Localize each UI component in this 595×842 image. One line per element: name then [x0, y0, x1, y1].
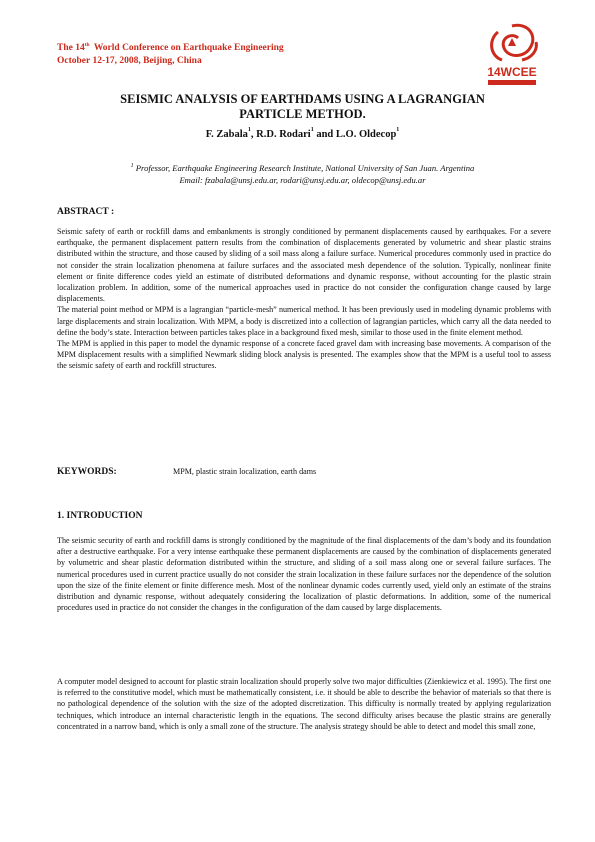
author-emails: Email: fzabala@unsj.edu.ar, rodari@unsj.edu.ar, oldecop@unsj.edu.ar	[179, 175, 426, 185]
conference-title-line	[57, 42, 284, 55]
conference-ordinal: th	[84, 42, 90, 48]
keywords-label: KEYWORDS:	[57, 467, 117, 477]
affil-sup: 1	[130, 163, 134, 169]
conference-name: World Conference on Earthquake Engineering	[93, 43, 284, 53]
author-zabala: F. Zabala	[205, 129, 248, 140]
author-sup: 1	[247, 127, 251, 133]
author-oldecop: and L.O. Oldecop	[313, 129, 397, 140]
conference-number: The 14	[57, 43, 85, 53]
abstract-body	[57, 226, 551, 372]
author-sup: 1	[396, 127, 400, 133]
wcee-logo	[478, 18, 546, 90]
intro-paragraph-2: A computer model designed to account for plastic strain localization should properly solve two major difficulties (Zienkiewicz et al. 1995). The first one is referred to the constitutive model, which must be mathematically consistent, i.e. it should be able to describe the behavior of materials so that there is no pathological dependence of the solution with the size of the adopted discretization. This difficulty is normally treated by applying regularization techniques, which introduce an internal characteristic length in the equations. The second difficulty arises because the plastic strains are generally concentrated in a narrow band, which is only a small zone of the structure. The analysis strategy should be able to detect and model this small zone,	[57, 677, 551, 731]
affiliation	[60, 162, 545, 186]
affiliation-line	[60, 162, 545, 174]
intro-paragraph-1: The seismic security of earth and rockfill dams is strongly conditioned by the magnitude of the final displacements of the dam’s body and its foundation after a destructive earthquake. For a very intense earthquake these permanent displacements are caused by the combination of displacements generated by volumetric and shear plastic deformation distributed within the structure, and sliding of a soil mass along one or several failure surfaces. The numerical procedures used in current practice usually do not consider the strain localization in these failure surfaces nor the dependence of the solution upon the size of the finite element or finite difference mesh. Most of the nonlinear dynamic codes currently used, yield only an estimate of the strains distribution and dynamic response, without adequately considering the localization of plastic deformations. In addition, some of the numerical procedures used in practice do not consider the changes in the configuration of the dam caused by large displacements.	[57, 536, 551, 613]
paper-title	[60, 92, 545, 122]
section-heading-introduction: 1. INTRODUCTION	[57, 511, 143, 521]
abstract-paragraph-2: The material point method or MPM is a lagrangian “particle-mesh” numerical method. It has been previously used in modeling dynamic problems with large displacements and strain localization. With MPM, a body is discretized into a collection of lagrangian particles, which carry all the data needed to define the body’s state. Interaction between particles takes place in a background fixed mesh, similar to those used in the finite element method.	[57, 305, 551, 337]
affiliation-text: Professor, Earthquake Engineering Research Institute, National University of San Juan. Argentina	[135, 163, 475, 173]
conference-header	[57, 42, 284, 68]
title-line-1: SEISMIC ANALYSIS OF EARTHDAMS USING A LAGRANGIAN	[120, 92, 485, 106]
title-line-2: PARTICLE METHOD.	[239, 107, 366, 121]
keywords-text: MPM, plastic strain localization, earth dams	[173, 467, 317, 476]
abstract-label: ABSTRACT :	[57, 207, 115, 217]
author-rodari: , R.D. Rodari	[250, 129, 311, 140]
author-sup: 1	[310, 127, 314, 133]
abstract-paragraph-1: Seismic safety of earth or rockfill dams and embankments is strongly conditioned by permanent displacements caused by earthquakes. For a severe earthquake, the permanent displacement pattern results from the combination of displacements generated by volumetric and shear plastic strains distributed within the structure, and those caused by sliding of a soil mass along a failure surface. Numerical procedures commonly used in practice do not consider the strain localization phenomena at failure surfaces and the associated mesh dependence of the solution. Typically, nonlinear finite element or finite difference codes yield an estimate of distributed deformations and dynamic response, without accounting for the plastic strain localization problem. In addition, some of the numerical approaches used in practice do not consider the configuration change caused by large displacements.	[57, 227, 551, 304]
conference-dates: October 12-17, 2008, Beijing, China	[57, 56, 202, 66]
logo-text: 14WCEE	[487, 65, 537, 79]
author-list	[60, 129, 545, 140]
abstract-paragraph-3: The MPM is applied in this paper to model the dynamic response of a concrete faced gravel dam with increasing base movements. A comparison of the MPM displacement results with a simplified Newmark sliding block analysis is presented. The examples show that the MPM is a useful tool to assess the seismic safety of earth and rockfill structures.	[57, 339, 551, 371]
